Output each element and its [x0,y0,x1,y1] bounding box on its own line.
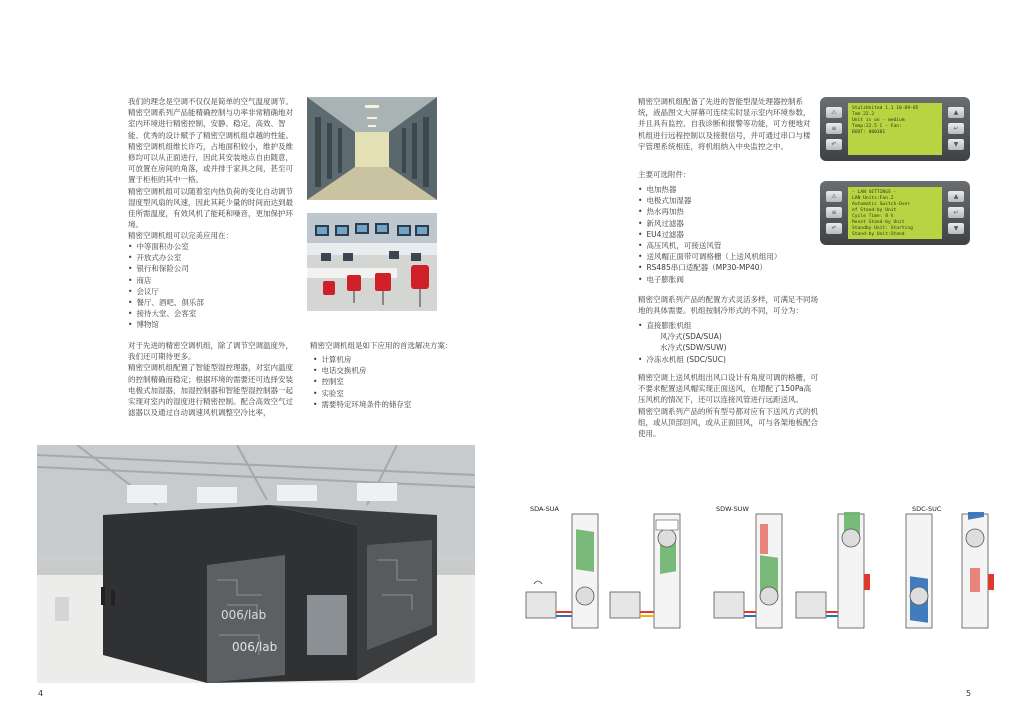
control-room-photo [307,213,437,311]
page-number-left: 4 [38,689,44,698]
solutions-list [313,354,488,410]
applications-list [128,241,300,331]
lcd-screen: StulzUnited 1.1 18-09-05 Tem 22.2 Unit is on - medium Temp:22.5 C - Fan: BOOT: 000381 [848,103,942,155]
list-item: • 直接膨胀机组 [638,321,692,330]
list-item: • 接待大堂、会客室 [128,309,197,319]
airflow-text: 精密空调上送风机组出风口设计有角度可调的格栅，可不要求配置送风帽实现正面送风，在增配了150Pa高压风机的情况下，还可以连接风管进行远距送风。 精密空调系列产品的所有型号都对应有下送风方式的机组，或从顶部回风，或从正面回风，可与各架地板配合使用。 [638,373,818,439]
sdc-unit-diagram [906,514,932,628]
list-item: • 高压风机，可接送风管 [638,241,722,251]
unit-airflow-diagrams [524,512,1004,637]
right-intro-text: 精密空调机组配备了先进的智能型湿处理器控制系统，液晶图文大屏幕可连续实时显示室内环境参数，并且具有监控、自我诊断和报警等功能，可方便地对机组进行远程控制以及接报信号，并可通过串口与楼宇管理系统相连，将机组纳入中央监控之中。 [638,97,811,151]
list-item: • 开放式办公室 [128,253,182,263]
prg-button[interactable]: ≡ [826,123,842,134]
list-item: 风冷式(SDA/SUA) [660,332,722,342]
down-button[interactable]: ▼ [948,223,964,234]
list-item: • 控制室 [313,377,344,387]
list-item: 水冷式(SDW/SUW) [660,343,727,353]
sua-unit-diagram [610,514,680,628]
list-item: • EU4过滤器 [638,229,684,239]
list-item: • 电加热器 [638,185,677,194]
enter-button[interactable]: ↵ [948,123,964,134]
esc-button[interactable]: ↶ [826,223,842,234]
list-item: • 中等面积办公室 [128,242,189,251]
right-page [512,0,1024,724]
page-number-right: 5 [966,689,972,698]
list-item: • 需要特定环境条件的储存室 [313,399,412,409]
down-button[interactable]: ▼ [948,139,964,150]
lcd-screen: - LAN SETTINGS - LAN Units:Fan.2 Automatic Switch-Over of Stand-by Unit Cycle Time: 8 h Reset Stand-by Unit Standby Unit: Starting Stand-by Unit:Stand [848,187,942,239]
list-item: • 热水再加热 [638,207,684,217]
list-item: • 实验室 [313,388,344,398]
lcd-controller-display [820,181,970,245]
list-item: • 计算机房 [313,355,352,364]
list-item: • 商店 [128,275,152,285]
list-item: • 冷冻水机组 (SDC/SUC) [638,354,726,364]
server-room-photo [307,97,437,200]
prg-button[interactable]: ≡ [826,207,842,218]
alarm-button[interactable]: ⚠ [826,191,842,202]
sda-unit-diagram [526,514,598,628]
up-button[interactable]: ▲ [948,107,964,118]
enter-button[interactable]: ↵ [948,207,964,218]
sdw-unit-diagram [714,514,782,628]
lab-hall-photo [37,445,475,683]
list-item: • 送风帽正面带可调格栅（上送风机组用） [638,252,782,262]
list-item: • RS485串口适配器（MP30-MP40） [638,263,768,273]
left-intro-text: 我们的理念是空调不仅仅是简单的空气温度调节。精密空调系列产品能精确控制与功率非常精确地对室内环境进行精密控制，安静、稳定、高效、智能、优秀的设计赋予了精密空调机组卓越的性能。 精密空调机组维长许巧，占地面积较小，维护及维修均可以从正面进行，因此其安装地点自由随意，可放置在房间的角落，或并排于家具之间，甚至可置于柜柜的其中一格。 精密空调机组可以随着室内热负荷的变化自动调节湿度型风扇的风速，因此其耗少量的时间而达到最佳所需温度，有效风机了能耗和噪音，更加保护环境。 精密空调机组可以完美应用在： [128,97,293,241]
diagram-label-sdc-suc: SDC-SUC [912,505,942,513]
list-item: • 餐厅、酒吧、俱乐部 [128,298,204,308]
alarm-button[interactable]: ⚠ [826,107,842,118]
diagram-label-sda-sua: SDA-SUA [530,505,559,513]
accessories-title: 主要可选附件： [638,170,691,179]
list-item: • 电极式加湿器 [638,196,692,206]
list-item: • 银行和保险公司 [128,264,189,274]
diagram-label-sdw-suw: SDW-SUW [716,505,749,513]
suw-unit-diagram [796,512,870,628]
svg-text:006/lab: 006/lab [221,608,267,622]
list-item: • 博物馆 [128,320,159,330]
suc-unit-diagram [962,512,994,628]
svg-text:006/lab: 006/lab [232,640,278,654]
left-text-2: 对于先进的精密空调机组，除了调节空调温度外，我们还可期待更多。 精密空调机组配置了智能型湿控理器，对室内温度的控制精确而稳定；根据环境的需要还可选择安装电极式加湿器，加湿控制器和智能型湿控制器一起实现对室内的湿度进行精密控制。配合高效空气过滤器以及通过自动调速风机调整空冷比率， [128,341,293,418]
up-button[interactable]: ▲ [948,191,964,202]
list-item: • 会议厅 [128,286,159,296]
accessories-list [638,184,816,285]
list-item: • 电话交换机房 [313,366,367,376]
list-item: • 新风过滤器 [638,218,684,228]
unit-types-list [638,320,818,365]
lcd-controller-display [820,97,970,161]
solutions-title: 精密空调机组是如下应用的首选解决方案： [310,341,453,350]
config-text: 精密空调系列产品的配置方式灵活多样，可满足不同场地的具体需要。机组按制冷形式的不同，可分为： [638,295,818,316]
esc-button[interactable]: ↶ [826,139,842,150]
list-item: • 电子膨胀阀 [638,274,684,284]
